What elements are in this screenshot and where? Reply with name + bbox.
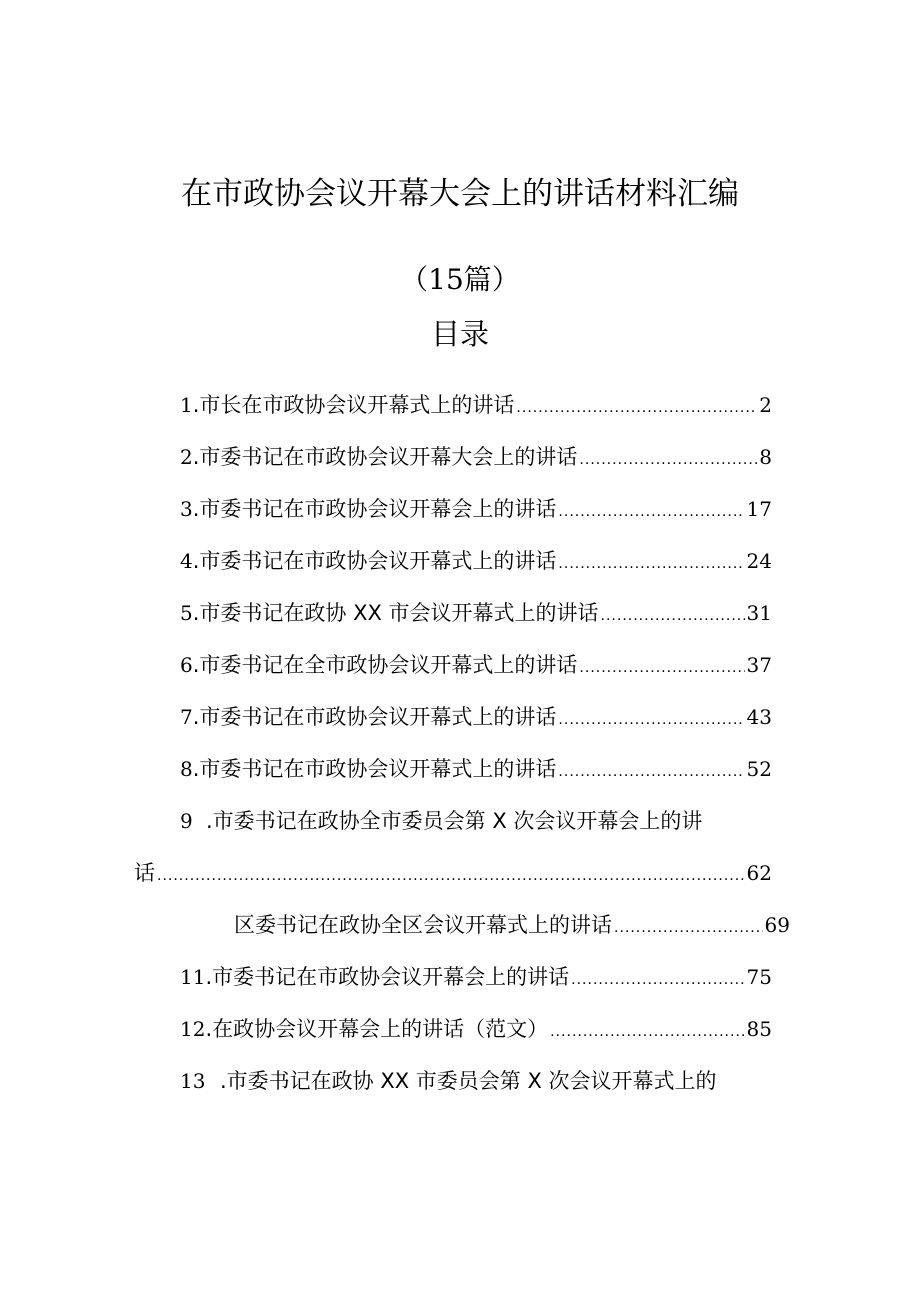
toc-entry[interactable]: [180, 962, 772, 992]
toc-leader-dots: [550, 1017, 744, 1047]
toc-entry-number: 11: [180, 965, 206, 989]
toc-entry-text-continuation: 话: [134, 861, 155, 885]
toc-entry-text: .市委书记在市政协会议开幕会上的讲话: [192, 497, 557, 521]
toc-entry-number: 7: [180, 705, 193, 729]
toc-entry[interactable]: [180, 442, 772, 472]
toc-entry-number: 2: [180, 445, 193, 469]
toc-entry[interactable]: [180, 754, 772, 784]
document-title: 在市政协会议开幕大会上的讲话材料汇编: [181, 176, 739, 212]
toc-leader-dots: [614, 913, 763, 943]
toc-leader-dots: [558, 705, 744, 735]
toc-entry-text: .市委书记在市政协会议开幕式上的讲话: [192, 757, 557, 781]
toc-leader-dots: [516, 393, 757, 423]
toc-entry[interactable]: [180, 702, 772, 732]
toc-entry-text: .市委书记在全市政协会议开幕式上的讲话: [192, 653, 578, 677]
toc-entry-text: .市委书记在政协 XX 市委员会第 X 次会议开幕式上的: [220, 1069, 717, 1093]
toc-entry-number: 13: [180, 1069, 206, 1093]
toc-entry[interactable]: [180, 1014, 772, 1044]
toc-entry[interactable]: [180, 806, 702, 836]
toc-entry-page: 85: [746, 1017, 772, 1041]
toc-leader-dots: [601, 601, 745, 631]
toc-leader-dots: [558, 497, 744, 527]
toc-entry[interactable]: [180, 650, 772, 680]
toc-entry-text: .市委书记在市政协会议开幕式上的讲话: [192, 705, 557, 729]
toc-entry-number: 5: [180, 601, 193, 625]
toc-leader-dots: [579, 653, 744, 683]
toc-entry-page: 2: [759, 393, 772, 417]
toc-entry-text: .市委书记在市政协会议开幕会上的讲话: [205, 965, 570, 989]
toc-leader-dots: [157, 861, 745, 891]
toc-entry-page: 31: [746, 601, 772, 625]
toc-entry-number: 6: [180, 653, 193, 677]
toc-leader-dots: [579, 445, 757, 475]
toc-entry-text: .市委书记在政协 XX 市会议开幕式上的讲话: [192, 601, 599, 625]
document-subtitle: （15篇）: [400, 263, 520, 296]
toc-entry-text: .在政协会议开幕会上的讲话（范文）: [205, 1017, 549, 1041]
toc-entry-text: .市委书记在市政协会议开幕大会上的讲话: [192, 445, 578, 469]
toc-entry-page: 69: [764, 913, 790, 937]
toc-entry-text: 区委书记在政协全区会议开幕式上的讲话: [234, 913, 612, 937]
toc-entry-page: 8: [759, 445, 772, 469]
toc-entry-number: 4: [180, 549, 193, 573]
toc-entry[interactable]: [180, 546, 772, 576]
toc-entry-number: 3: [180, 497, 193, 521]
toc-entry-text: .市委书记在政协全市委员会第 X 次会议开幕会上的讲: [206, 809, 703, 833]
toc-entry[interactable]: [180, 494, 772, 524]
toc-entry[interactable]: [180, 390, 772, 420]
toc-entry-text: .市长在市政协会议开幕式上的讲话: [192, 393, 515, 417]
toc-leader-dots: [558, 549, 744, 579]
toc-leader-dots: [558, 757, 744, 787]
toc-entry-number: 12: [180, 1017, 206, 1041]
toc-entry[interactable]: [180, 598, 772, 628]
toc-entry-number: 9: [180, 809, 193, 833]
toc-heading: 目录: [430, 317, 489, 351]
toc-entry-page: 52: [746, 757, 772, 781]
toc-entry-page: 43: [746, 705, 772, 729]
toc-entry[interactable]: [180, 1066, 717, 1096]
toc-leader-dots: [571, 965, 744, 995]
toc-entry-page: 24: [746, 549, 772, 573]
toc-entry-page: 37: [746, 653, 772, 677]
toc-entry-number: 1: [180, 393, 193, 417]
toc-entry-page: 62: [746, 861, 772, 885]
toc-entry-page: 17: [746, 497, 772, 521]
toc-entry-page: 75: [746, 965, 772, 989]
toc-entry[interactable]: [234, 910, 790, 940]
toc-entry-continuation[interactable]: [134, 858, 772, 888]
toc-entry-text: .市委书记在市政协会议开幕式上的讲话: [192, 549, 557, 573]
toc-entry-number: 8: [180, 757, 193, 781]
